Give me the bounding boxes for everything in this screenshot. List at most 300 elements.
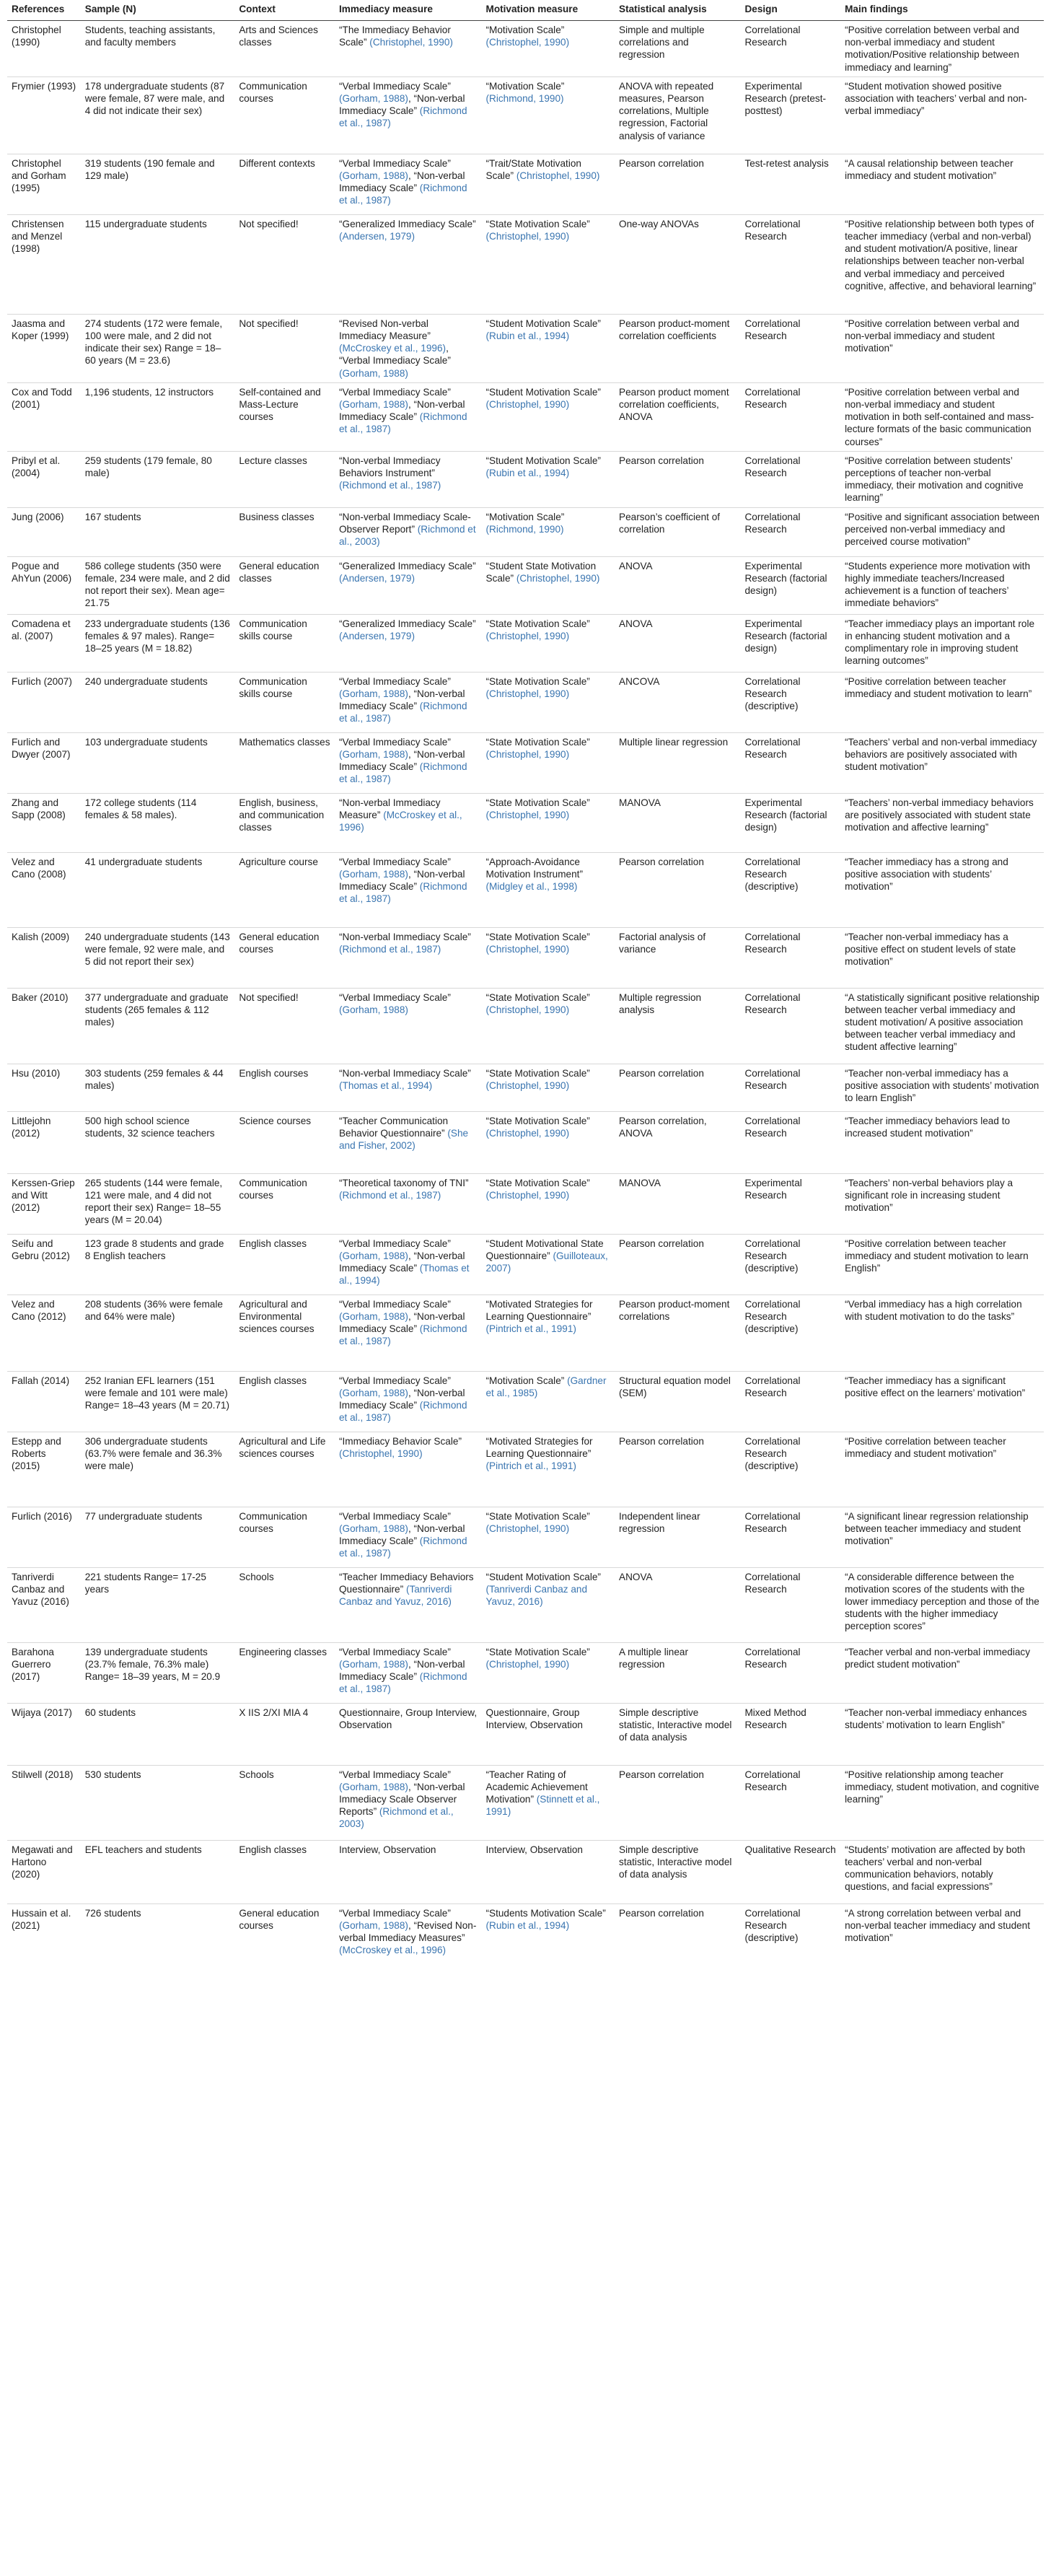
measure-text: “State Motivation Scale” — [485, 1177, 590, 1188]
cell-immediacy-measure — [335, 1840, 482, 1903]
citation-link[interactable]: (Rubin et al., 1994) — [485, 1919, 570, 1931]
cell-main-findings: “Positive correlation between verbal and non-verbal immediacy and student motivation in both self-contained and mass-lecture formats of the basic communication courses” — [840, 382, 1044, 451]
cell-reference: Fallah (2014) — [7, 1371, 81, 1432]
cell-sample: 139 undergraduate students (23.7% female, 76.3% male) Range= 18–39 years, M = 20.9 — [81, 1642, 235, 1703]
measure-text: “State Motivation Scale” — [485, 618, 590, 629]
cell-statistical-analysis: Pearson correlation — [615, 852, 740, 927]
header-row — [7, 0, 1044, 21]
cell-immediacy-measure — [335, 1371, 482, 1432]
citation-link[interactable]: (Gorham, 1988) — [338, 1004, 408, 1015]
measure-text: “Non-verbal Immediacy Scale” — [338, 931, 471, 942]
cell-sample: 178 undergraduate students (87 were female, 87 were male, and 4 did not indicate their sex) — [81, 76, 235, 154]
cell-design: Test-retest analysis — [740, 154, 840, 214]
citation-link[interactable]: (Gorham, 1988) — [338, 1658, 408, 1670]
cell-context: Schools — [234, 1765, 335, 1840]
measure-text: , “Non-verbal Immediacy Scale” — [338, 688, 465, 712]
measure-text: “Teacher Communication Behavior Questionnaire” — [338, 1115, 449, 1139]
measure-text: , “Non-verbal Immediacy Scale” — [338, 1387, 465, 1411]
citation-link[interactable]: (Gorham, 1988) — [338, 399, 408, 411]
cell-statistical-analysis: Independent linear regression — [615, 1507, 740, 1567]
cell-sample: 103 undergraduate students — [81, 732, 235, 793]
table-row — [7, 382, 1044, 451]
cell-context: Different contexts — [234, 154, 335, 214]
cell-reference: Megawati and Hartono (2020) — [7, 1840, 81, 1903]
cell-design: Mixed Method Research — [740, 1703, 840, 1765]
cell-immediacy-measure — [335, 382, 482, 451]
cell-sample: 77 undergraduate students — [81, 1507, 235, 1567]
cell-main-findings: “A statistically significant positive relationship between teacher verbal immediacy and student motivation/ A positive association between teacher verbal immediacy and student affective learning” — [840, 988, 1044, 1064]
table-row — [7, 614, 1044, 672]
citation-link[interactable]: (Gorham, 1988) — [338, 868, 408, 880]
cell-context: Science courses — [234, 1111, 335, 1173]
cell-sample: 586 college students (350 were female, 234 were male, and 2 did not report their sex). Mean age= 21.75 — [81, 556, 235, 614]
table-row — [7, 1111, 1044, 1173]
cell-main-findings: “Teachers’ non-verbal immediacy behaviors are positively associated with student state motivation and affective learning” — [840, 793, 1044, 852]
header-sample: Sample (N) — [81, 0, 235, 21]
cell-motivation-measure — [482, 1507, 615, 1567]
cell-context: Not specified! — [234, 214, 335, 314]
cell-sample: 726 students — [81, 1903, 235, 1963]
cell-context: Lecture classes — [234, 451, 335, 507]
cell-main-findings: “Positive correlation between students’ perceptions of teacher non-verbal immediacy, their motivation and cognitive learning” — [840, 451, 1044, 507]
measure-text: “Verbal Immediacy Scale” — [338, 1237, 451, 1249]
cell-statistical-analysis: Structural equation model (SEM) — [615, 1371, 740, 1432]
cell-design: Correlational Research (descriptive) — [740, 1903, 840, 1963]
cell-immediacy-measure — [335, 732, 482, 793]
citation-link[interactable]: (Gorham, 1988) — [338, 1310, 408, 1322]
measure-text: “Non-verbal Immediacy Scale” — [338, 1067, 471, 1079]
citation-link[interactable]: (Gorham, 1988) — [338, 93, 408, 105]
cell-design: Correlational Research (descriptive) — [740, 1234, 840, 1294]
cell-context: Mathematics classes — [234, 732, 335, 793]
measure-text: “Verbal Immediacy Scale” — [338, 675, 451, 687]
measure-text: “Immediacy Behavior Scale” — [338, 1435, 462, 1447]
cell-immediacy-measure — [335, 314, 482, 382]
cell-reference: Furlich and Dwyer (2007) — [7, 732, 81, 793]
cell-statistical-analysis: Pearson correlation — [615, 1765, 740, 1840]
cell-immediacy-measure — [335, 1064, 482, 1111]
table-row — [7, 1642, 1044, 1703]
cell-motivation-measure — [482, 1173, 615, 1234]
citation-link[interactable]: (Christophel, 1990) — [485, 1523, 570, 1534]
citation-link[interactable]: (Christophel, 1990) — [485, 1658, 570, 1670]
table-row — [7, 852, 1044, 927]
cell-statistical-analysis: Pearson product moment correlation coefficients, ANOVA — [615, 382, 740, 451]
cell-design: Experimental Research (factorial design) — [740, 614, 840, 672]
cell-reference: Velez and Cano (2008) — [7, 852, 81, 927]
citation-link[interactable]: (Christophel, 1990) — [338, 1447, 423, 1459]
cell-main-findings: “A strong correlation between verbal and non-verbal teacher immediacy and student motivation” — [840, 1903, 1044, 1963]
measure-text: “Revised Non-verbal Immediacy Measure” — [338, 317, 431, 342]
literature-table — [7, 0, 1044, 1963]
cell-sample: 115 undergraduate students — [81, 214, 235, 314]
cell-sample: 530 students — [81, 1765, 235, 1840]
citation-link[interactable]: (Richmond et al., 1987) — [338, 1400, 467, 1424]
table-row — [7, 1064, 1044, 1111]
cell-reference: Wijaya (2017) — [7, 1703, 81, 1765]
cell-main-findings: “Teachers’ non-verbal behaviors play a significant role in increasing student motivation” — [840, 1173, 1044, 1234]
table-row — [7, 507, 1044, 556]
citation-link[interactable]: (Guilloteaux, 2007) — [485, 1250, 608, 1274]
cell-motivation-measure — [482, 1840, 615, 1903]
citation-link[interactable]: (Rubin et al., 1994) — [485, 330, 570, 342]
cell-context: Agricultural and Life sciences courses — [234, 1432, 335, 1507]
cell-statistical-analysis: MANOVA — [615, 793, 740, 852]
cell-context: Business classes — [234, 507, 335, 556]
measure-text: “State Motivation Scale” — [485, 797, 590, 808]
cell-main-findings: “Teacher non-verbal immediacy has a positive association with students’ motivation to learn English” — [840, 1064, 1044, 1111]
citation-link[interactable]: (Christophel, 1990) — [516, 572, 600, 584]
citation-link[interactable]: (Rubin et al., 1994) — [485, 468, 570, 479]
cell-statistical-analysis: Pearson correlation — [615, 154, 740, 214]
cell-statistical-analysis: Multiple linear regression — [615, 732, 740, 793]
measure-text: “Verbal Immediacy Scale” — [338, 386, 451, 398]
citation-link[interactable]: (Christophel, 1990) — [485, 399, 570, 411]
cell-context: English classes — [234, 1840, 335, 1903]
cell-design: Correlational Research — [740, 1642, 840, 1703]
cell-motivation-measure — [482, 793, 615, 852]
cell-context: Communication skills course — [234, 614, 335, 672]
cell-design: Correlational Research — [740, 1765, 840, 1840]
citation-link[interactable]: (Gorham, 1988) — [338, 1250, 408, 1261]
cell-reference: Christophel and Gorham (1995) — [7, 154, 81, 214]
measure-text: “Student Motivation Scale” — [485, 455, 601, 466]
cell-statistical-analysis: Pearson correlation — [615, 1234, 740, 1294]
measure-text: Interview, Observation — [485, 1844, 583, 1855]
cell-design: Correlational Research — [740, 1507, 840, 1567]
cell-statistical-analysis: One-way ANOVAs — [615, 214, 740, 314]
citation-link[interactable]: (Pintrich et al., 1991) — [485, 1323, 576, 1335]
cell-reference: Stilwell (2018) — [7, 1765, 81, 1840]
cell-sample: 221 students Range= 17-25 years — [81, 1567, 235, 1642]
measure-text: “Students Motivation Scale” — [485, 1907, 606, 1919]
measure-text: “The Immediacy Behavior Scale” — [338, 25, 451, 48]
measure-text: “Student Motivational State Questionnaire” — [485, 1237, 604, 1261]
cell-motivation-measure — [482, 1234, 615, 1294]
measure-text: “Verbal Immediacy Scale” — [338, 856, 451, 867]
cell-sample: 303 students (259 females & 44 males) — [81, 1064, 235, 1111]
cell-context: Self-contained and Mass-Lecture courses — [234, 382, 335, 451]
cell-immediacy-measure — [335, 793, 482, 852]
cell-main-findings: “Teacher non-verbal immediacy has a positive effect on student levels of state motivation” — [840, 927, 1044, 988]
cell-immediacy-measure — [335, 1703, 482, 1765]
cell-statistical-analysis: MANOVA — [615, 1173, 740, 1234]
measure-text: “Verbal Immediacy Scale” — [338, 736, 451, 748]
citation-link[interactable]: (Andersen, 1979) — [338, 231, 415, 242]
cell-main-findings: “Teacher non-verbal immediacy enhances students’ motivation to learn English” — [840, 1703, 1044, 1765]
cell-main-findings: “Positive correlation between verbal and non-verbal immediacy and student motivation” — [840, 314, 1044, 382]
header-main-findings: Main findings — [840, 0, 1044, 21]
header-statistical-analysis: Statistical analysis — [615, 0, 740, 21]
cell-statistical-analysis: ANOVA — [615, 1567, 740, 1642]
cell-design: Qualitative Research — [740, 1840, 840, 1903]
cell-statistical-analysis: Simple descriptive statistic, Interactive model of data analysis — [615, 1703, 740, 1765]
table-row — [7, 988, 1044, 1064]
cell-immediacy-measure — [335, 1173, 482, 1234]
citation-link[interactable]: (Richmond et al., 1987) — [338, 881, 467, 905]
cell-design: Correlational Research (descriptive) — [740, 1294, 840, 1371]
cell-context: Schools — [234, 1567, 335, 1642]
citation-link[interactable]: (Pintrich et al., 1991) — [485, 1460, 576, 1472]
measure-text: , “Non-verbal Immediacy Scale” — [338, 1310, 465, 1335]
cell-design: Correlational Research — [744, 25, 801, 48]
table-row — [7, 1173, 1044, 1234]
citation-link[interactable]: (Christophel, 1990) — [485, 688, 570, 699]
citation-link[interactable]: (Andersen, 1979) — [338, 572, 415, 584]
table-row — [7, 1294, 1044, 1371]
citation-link[interactable]: (Richmond et al., 1987) — [338, 1189, 441, 1201]
citation-link[interactable]: (Thomas et al., 1994) — [338, 1263, 470, 1287]
citation-link[interactable]: (Richmond et al., 2003) — [338, 523, 476, 548]
citation-link[interactable]: (Gorham, 1988) — [338, 748, 408, 760]
citation-link[interactable]: (Andersen, 1979) — [338, 630, 415, 641]
citation-link[interactable]: (Christophel, 1990) — [485, 748, 570, 760]
citation-link[interactable]: (McCroskey et al., 1996) — [338, 1945, 447, 1956]
cell-main-findings: “Teacher immediacy has a strong and positive association with students’ motivation” — [840, 852, 1044, 927]
measure-text: “State Motivation Scale” — [485, 1646, 590, 1657]
table-row — [7, 1903, 1044, 1963]
cell-main-findings: “Teacher immediacy has a significant positive effect on the learners’ motivation” — [840, 1371, 1044, 1432]
citation-link[interactable]: (McCroskey et al., 1996) — [338, 343, 447, 354]
citation-link[interactable]: (Tanriverdi Canbaz and Yavuz, 2016) — [338, 1583, 452, 1608]
cell-design: Experimental Research — [740, 1173, 840, 1234]
cell-motivation-measure — [482, 1294, 615, 1371]
measure-text: “Verbal Immediacy Scale” — [338, 1769, 451, 1780]
cell-design: Correlational Research — [740, 214, 840, 314]
cell-reference: Jung (2006) — [7, 507, 81, 556]
table-row — [7, 732, 1044, 793]
cell-main-findings: “Positive and significant association between perceived non-verbal immediacy and perceived course motivation” — [840, 507, 1044, 556]
table-row — [7, 1234, 1044, 1294]
citation-link[interactable]: (Christophel, 1990) — [485, 1079, 570, 1091]
cell-immediacy-measure — [335, 614, 482, 672]
cell-main-findings: “A significant linear regression relationship between teacher immediacy and student motivation” — [840, 1507, 1044, 1567]
cell-design: Correlational Research — [740, 382, 840, 451]
cell-design: Experimental Research (factorial design) — [740, 556, 840, 614]
citation-link[interactable]: (Gardner et al., 1985) — [485, 1375, 607, 1398]
table-row — [7, 1371, 1044, 1432]
cell-context: Not specified! — [234, 314, 335, 382]
header-motivation-measure: Motivation measure — [482, 0, 615, 21]
cell-immediacy-measure — [335, 556, 482, 614]
cell-reference: Seifu and Gebru (2012) — [7, 1234, 81, 1294]
measure-text: “Verbal Immediacy Scale” — [338, 80, 451, 92]
citation-link[interactable]: (Richmond et al., 1987) — [338, 1323, 467, 1347]
cell-sample: EFL teachers and students — [81, 1840, 235, 1903]
measure-text: “Motivation Scale” — [485, 25, 565, 35]
cell-immediacy-measure — [335, 672, 482, 732]
cell-main-findings: “Teacher verbal and non-verbal immediacy predict student motivation” — [840, 1642, 1044, 1703]
cell-main-findings: “A causal relationship between teacher immediacy and student motivation” — [840, 154, 1044, 214]
measure-text: “Teacher Rating of Academic Achievement Motivation” — [485, 1769, 588, 1805]
measure-text: , “Non-verbal Immediacy Scale Observer Reports” — [338, 1781, 465, 1818]
citation-link[interactable]: (Gorham, 1988) — [338, 1919, 408, 1931]
cell-sample: 500 high school science students, 32 science teachers — [81, 1111, 235, 1173]
table-row — [7, 214, 1044, 314]
citation-link[interactable]: (Richmond et al., 1987) — [338, 183, 467, 206]
cell-design: Correlational Research — [740, 988, 840, 1064]
cell-reference: Estepp and Roberts (2015) — [7, 1432, 81, 1507]
measure-text: “Motivation Scale” — [485, 511, 565, 522]
cell-motivation-measure — [482, 382, 615, 451]
cell-statistical-analysis: Pearson correlation — [615, 451, 740, 507]
measure-text: “Verbal Immediacy Scale” — [338, 157, 451, 169]
cell-motivation-measure — [482, 1432, 615, 1507]
citation-link[interactable]: (Midgley et al., 1998) — [485, 881, 578, 893]
citation-link[interactable]: (Gorham, 1988) — [338, 1781, 408, 1792]
cell-reference: Christophel (1990) — [12, 25, 61, 48]
cell-sample: 259 students (179 female, 80 male) — [81, 451, 235, 507]
citation-link[interactable]: (Christophel, 1990) — [369, 37, 453, 48]
measure-text: “State Motivation Scale” — [485, 1115, 590, 1126]
cell-main-findings: “Students’ motivation are affected by both teachers’ verbal and non-verbal communication behaviors, notably questions, and facial expressions” — [840, 1840, 1044, 1903]
citation-link[interactable]: (Richmond et al., 2003) — [338, 1806, 454, 1830]
cell-context: General education courses — [234, 1903, 335, 1963]
cell-motivation-measure — [482, 1064, 615, 1111]
citation-link[interactable]: (Christophel, 1990) — [485, 231, 570, 242]
measure-text: “Motivated Strategies for Learning Questionnaire” — [485, 1298, 593, 1322]
measure-text: “Motivation Scale” — [485, 1375, 568, 1386]
cell-reference: Pogue and AhYun (2006) — [7, 556, 81, 614]
citation-link[interactable]: (Christophel, 1990) — [485, 809, 570, 820]
measure-text: “Teacher Immediacy Behaviors Questionnaire” — [338, 1571, 474, 1595]
cell-context: English classes — [234, 1371, 335, 1432]
cell-context: Not specified! — [234, 988, 335, 1064]
cell-motivation-measure — [482, 1903, 615, 1963]
cell-main-findings: “Positive correlation between teacher immediacy and student motivation” — [840, 1432, 1044, 1507]
cell-immediacy-measure — [335, 1642, 482, 1703]
measure-text: , “Non-verbal Immediacy Scale” — [338, 1523, 465, 1547]
cell-motivation-measure — [482, 732, 615, 793]
citation-link[interactable]: (McCroskey et al., 1996) — [338, 809, 462, 833]
citation-link[interactable]: (Richmond et al., 1987) — [338, 411, 467, 435]
citation-link[interactable]: (Richmond et al., 1987) — [338, 761, 467, 785]
citation-link[interactable]: (Christophel, 1990) — [485, 1004, 570, 1015]
citation-link[interactable]: (Gorham, 1988) — [338, 367, 408, 379]
citation-link[interactable]: (Richmond, 1990) — [485, 523, 564, 535]
table-body — [7, 21, 1044, 1963]
header-context: Context — [234, 0, 335, 21]
citation-link[interactable]: (Christophel, 1990) — [485, 943, 570, 955]
cell-context: Communication courses — [234, 1173, 335, 1234]
cell-sample: 123 grade 8 students and grade 8 English teachers — [81, 1234, 235, 1294]
citation-link[interactable]: (Richmond et al., 1987) — [338, 1671, 467, 1695]
cell-statistical-analysis: Pearson correlation — [615, 1064, 740, 1111]
cell-reference: Furlich (2016) — [7, 1507, 81, 1567]
table-row — [7, 1567, 1044, 1642]
table-row — [7, 21, 1044, 77]
measure-text: “State Motivation Scale” — [485, 931, 590, 942]
citation-link[interactable]: (Christophel, 1990) — [485, 37, 570, 48]
cell-motivation-measure — [482, 1765, 615, 1840]
citation-link[interactable]: (Christophel, 1990) — [516, 170, 600, 182]
cell-context: English classes — [234, 1234, 335, 1294]
cell-design: Correlational Research — [740, 1567, 840, 1642]
citation-link[interactable]: (She and Fisher, 2002) — [338, 1127, 469, 1152]
cell-immediacy-measure — [335, 852, 482, 927]
cell-design: Correlational Research — [740, 1111, 840, 1173]
measure-text: “Approach-Avoidance Motivation Instrument” — [485, 856, 583, 880]
citation-link[interactable]: (Richmond et al., 1987) — [338, 701, 467, 724]
cell-reference: Cox and Todd (2001) — [7, 382, 81, 451]
citation-link[interactable]: (Christophel, 1990) — [485, 1189, 570, 1201]
cell-main-findings: “Teachers’ verbal and non-verbal immediacy behaviors are positively associated with student motivation” — [840, 732, 1044, 793]
citation-link[interactable]: (Gorham, 1988) — [338, 688, 408, 699]
citation-link[interactable]: (Gorham, 1988) — [338, 1523, 408, 1534]
citation-link[interactable]: (Tanriverdi Canbaz and Yavuz, 2016) — [485, 1583, 588, 1608]
table-row — [7, 1507, 1044, 1567]
cell-immediacy-measure — [335, 1294, 482, 1371]
citation-link[interactable]: (Richmond, 1990) — [485, 93, 564, 105]
cell-main-findings: “Students experience more motivation with highly immediate teachers/Increased achievement is a function of teachers’ immediate behaviors” — [840, 556, 1044, 614]
cell-immediacy-measure — [335, 214, 482, 314]
cell-main-findings: “Student motivation showed positive association with teachers’ verbal and non-verbal immediacy” — [840, 76, 1044, 154]
header-immediacy-measure: Immediacy measure — [335, 0, 482, 21]
cell-context: Communication skills course — [234, 672, 335, 732]
cell-design: Correlational Research — [740, 1371, 840, 1432]
citation-link[interactable]: (Christophel, 1990) — [485, 1127, 570, 1139]
measure-text: “Generalized Immediacy Scale” — [338, 218, 476, 229]
citation-link[interactable]: (Stinnett et al., 1991) — [485, 1794, 600, 1818]
cell-main-findings: “Positive correlation between teacher immediacy and student motivation to learn English” — [840, 1234, 1044, 1294]
measure-text: “Non-verbal Immediacy Scale-Observer Report” — [338, 511, 471, 535]
citation-link[interactable]: (Richmond et al., 1987) — [338, 1535, 467, 1559]
table-row — [7, 1765, 1044, 1840]
cell-statistical-analysis: Multiple regression analysis — [615, 988, 740, 1064]
cell-motivation-measure — [482, 1567, 615, 1642]
citation-link[interactable]: (Gorham, 1988) — [338, 170, 408, 182]
cell-context: General education classes — [234, 556, 335, 614]
measure-text: “Generalized Immediacy Scale” — [338, 560, 476, 571]
measure-text: “Non-verbal Immediacy Behaviors Instrument” — [338, 455, 441, 479]
cell-reference: Jaasma and Koper (1999) — [7, 314, 81, 382]
cell-immediacy-measure — [335, 1111, 482, 1173]
measure-text: Interview, Observation — [338, 1844, 436, 1855]
cell-reference: Christensen and Menzel (1998) — [7, 214, 81, 314]
cell-context: English courses — [234, 1064, 335, 1111]
cell-statistical-analysis: Pearson’s coefficient of correlation — [615, 507, 740, 556]
measure-text: , “Non-verbal Immediacy Scale” — [338, 868, 465, 893]
cell-sample: 240 undergraduate students (143 were female, 92 were male, and 5 did not report their sex) — [81, 927, 235, 988]
cell-context: X IIS 2/XI MIA 4 — [234, 1703, 335, 1765]
measure-text: “State Motivation Scale” — [485, 991, 590, 1003]
cell-reference: Frymier (1993) — [7, 76, 81, 154]
measure-text: “Verbal Immediacy Scale” — [338, 991, 451, 1003]
cell-immediacy-measure — [335, 1567, 482, 1642]
table-row — [7, 451, 1044, 507]
cell-motivation-measure — [482, 556, 615, 614]
measure-text: “State Motivation Scale” — [485, 218, 590, 229]
citation-link[interactable]: (Richmond et al., 1987) — [338, 480, 441, 491]
cell-statistical-analysis: A multiple linear regression — [615, 1642, 740, 1703]
citation-link[interactable]: (Richmond et al., 1987) — [338, 105, 467, 129]
cell-reference: Pribyl et al. (2004) — [7, 451, 81, 507]
cell-statistical-analysis: ANOVA with repeated measures, Pearson correlations, Multiple regression, Factorial analysis of variance — [615, 76, 740, 154]
measure-text: “Motivated Strategies for Learning Questionnaire” — [485, 1435, 593, 1459]
measure-text: “Generalized Immediacy Scale” — [338, 618, 476, 629]
cell-design: Correlational Research — [740, 314, 840, 382]
measure-text: “Verbal Immediacy Scale” — [338, 1510, 451, 1522]
citation-link[interactable]: (Thomas et al., 1994) — [338, 1079, 433, 1091]
cell-immediacy-measure — [335, 76, 482, 154]
cell-design: Correlational Research — [740, 451, 840, 507]
citation-link[interactable]: (Christophel, 1990) — [485, 630, 570, 641]
table-row — [7, 672, 1044, 732]
citation-link[interactable]: (Gorham, 1988) — [338, 1387, 408, 1398]
cell-statistical-analysis: Factorial analysis of variance — [615, 927, 740, 988]
cell-context: Agriculture course — [234, 852, 335, 927]
citation-link[interactable]: (Richmond et al., 1987) — [338, 943, 441, 955]
